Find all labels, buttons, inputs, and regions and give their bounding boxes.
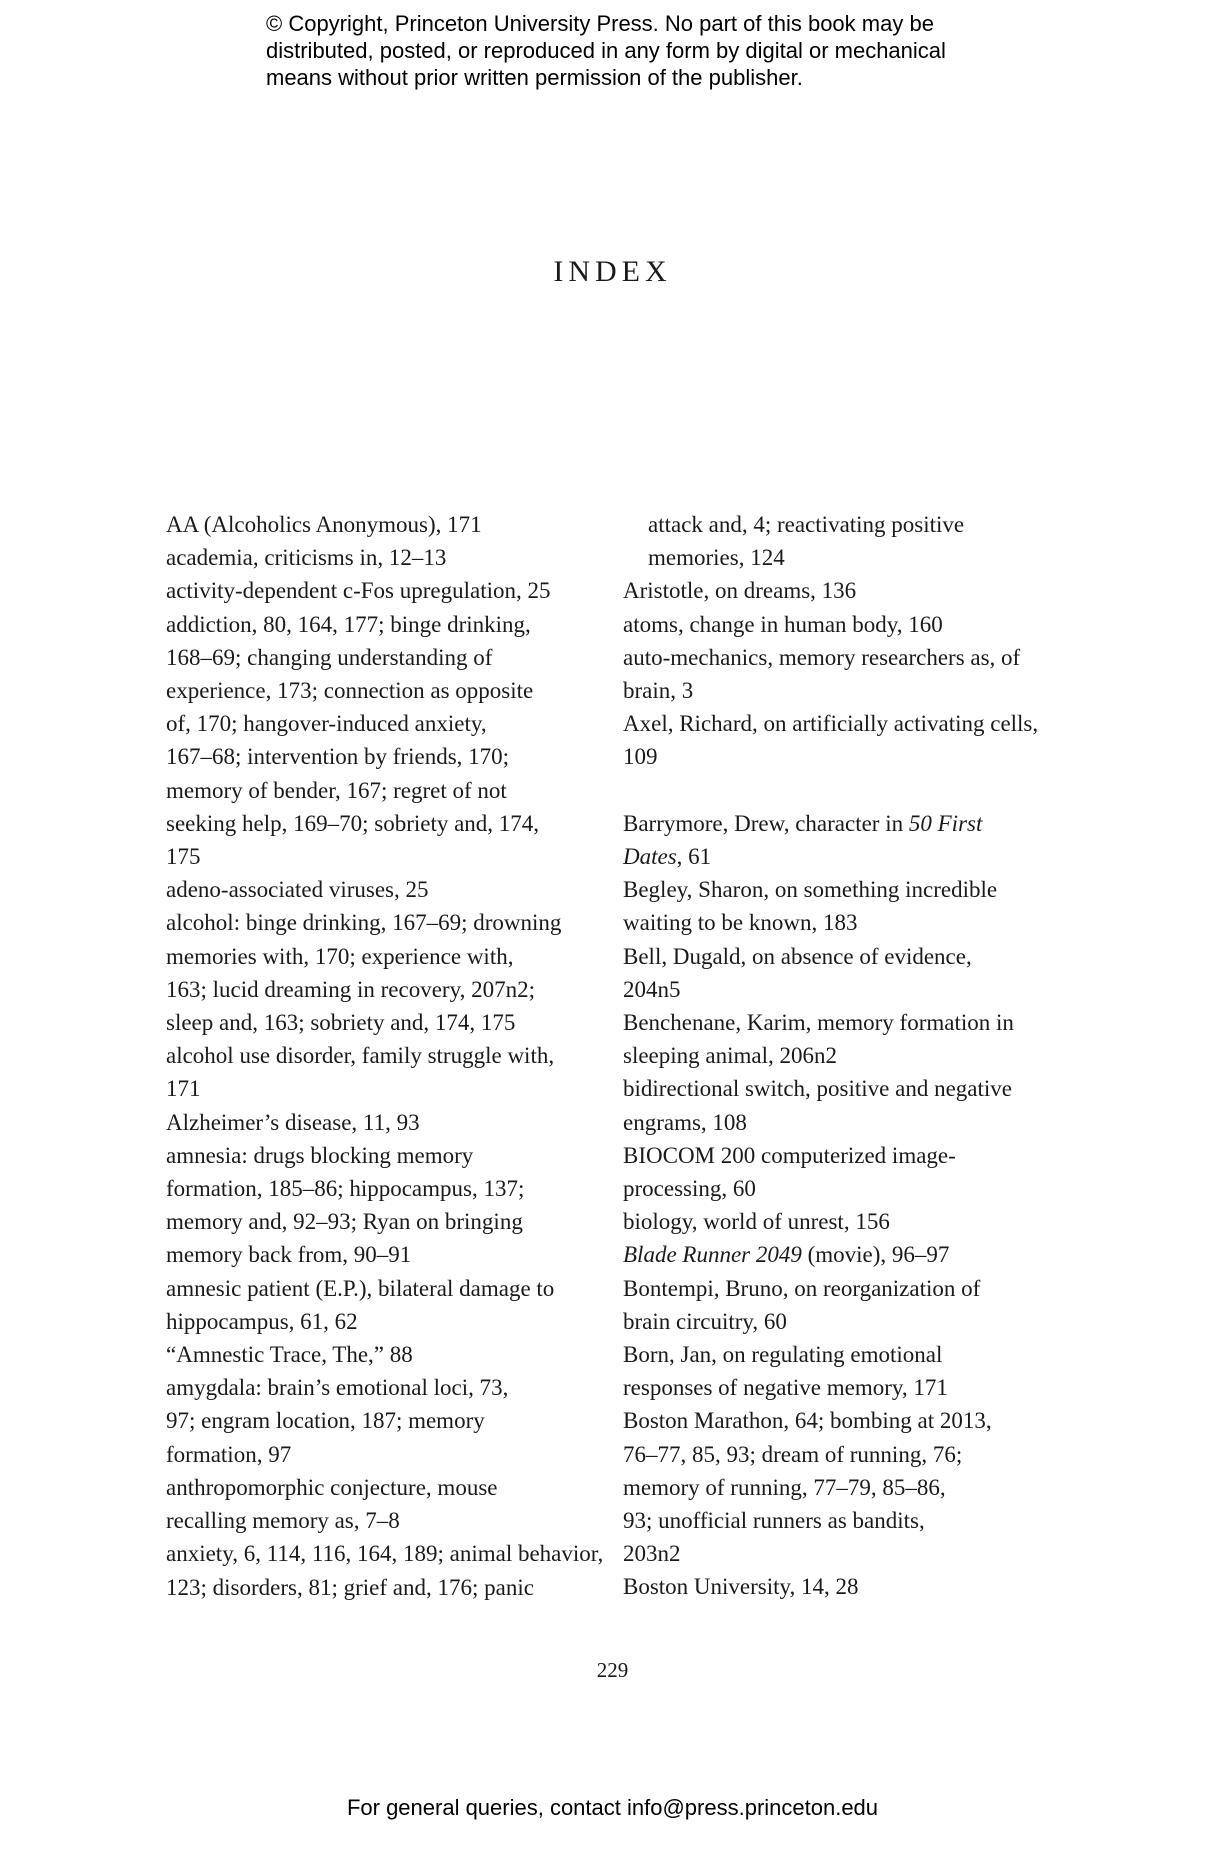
entry-line: addiction, 80, 164, 177; binge drinking, — [166, 611, 531, 637]
entry-line: 204n5 — [623, 976, 681, 1002]
index-entry — [166, 574, 596, 607]
footer-contact: For general queries, contact info@press.princeton.edu — [346, 1795, 879, 1820]
index-entry — [623, 641, 1043, 707]
entry-line: memory of running, 77–79, 85–86, — [623, 1474, 946, 1500]
entry-line: 76–77, 85, 93; dream of running, 76; — [623, 1441, 963, 1467]
index-entry — [623, 707, 1043, 773]
index-entry — [166, 1139, 596, 1272]
entry-line: processing, 60 — [623, 1176, 756, 1202]
entry-line: academia, criticisms in, 12–13 — [166, 545, 447, 571]
entry-line: BIOCOM 200 computerized image- — [623, 1142, 956, 1168]
index-entries-a — [623, 574, 1043, 773]
entry-line: “Amnestic Trace, The,” 88 — [166, 1342, 413, 1368]
index-entry — [623, 1338, 1043, 1404]
entry-line: activity-dependent c-Fos upregulation, 25 — [166, 578, 551, 604]
entry-line: biology, world of unrest, 156 — [623, 1209, 890, 1235]
entry-italic-title: Dates — [623, 844, 677, 870]
entry-line: anxiety, 6, 114, 116, 164, 189; animal behavior, — [166, 1541, 604, 1567]
entry-text: Barrymore, Drew, character in — [623, 810, 909, 836]
entry-line: seeking help, 169–70; sobriety and, 174, — [166, 810, 540, 836]
index-entry — [166, 1272, 596, 1338]
index-entry — [166, 873, 596, 906]
entry-line: sleep and, 163; sobriety and, 174, 175 — [166, 1010, 516, 1036]
entry-line: amnesia: drugs blocking memory — [166, 1142, 474, 1168]
entry-line: memory and, 92–93; Ryan on bringing — [166, 1209, 523, 1235]
index-entry-continuation — [623, 508, 1043, 574]
entry-line: waiting to be known, 183 — [623, 910, 858, 936]
index-entry — [623, 1205, 1043, 1238]
index-entries-c — [623, 1272, 1043, 1604]
entry-line: anthropomorphic conjecture, mouse — [166, 1474, 498, 1500]
index-entry — [623, 1072, 1043, 1138]
index-entry — [623, 574, 1043, 607]
index-column-right — [623, 508, 1043, 1604]
letter-section-gap — [623, 774, 1043, 807]
entry-line: Begley, Sharon, on something incredible — [623, 877, 998, 903]
index-entry — [166, 1371, 596, 1471]
entry-italic-title: 50 First — [908, 810, 983, 836]
copyright-line: distributed, posted, or reproduced in any form by digital or mechanical — [266, 38, 946, 63]
copyright-line: means without prior written permission of the publisher. — [266, 65, 803, 90]
entry-line: 171 — [166, 1076, 201, 1102]
entry-line: 167–68; intervention by friends, 170; — [166, 744, 510, 770]
entry-line: amnesic patient (E.P.), bilateral damage to — [166, 1275, 555, 1301]
entry-line: Boston University, 14, 28 — [623, 1574, 859, 1600]
entry-line: amygdala: brain’s emotional loci, 73, — [166, 1375, 509, 1401]
entry-line: responses of negative memory, 171 — [623, 1375, 948, 1401]
index-column-left — [166, 508, 604, 1604]
entry-line: atoms, change in human body, 160 — [623, 611, 943, 637]
index-entries-b — [623, 873, 1043, 1238]
entry-line: AA (Alcoholics Anonymous), 171 — [166, 512, 482, 537]
entry-line: 168–69; changing understanding of — [166, 644, 493, 670]
index-entry — [166, 1106, 596, 1139]
entry-line: bidirectional switch, positive and negative — [623, 1076, 1012, 1102]
entry-line: experience, 173; connection as opposite — [166, 678, 534, 704]
index-entry — [623, 1238, 1043, 1271]
entry-line: Aristotle, on dreams, 136 — [623, 578, 857, 604]
entry-line: alcohol use disorder, family struggle with, — [166, 1043, 555, 1069]
entry-line: Bontempi, Bruno, on reorganization of — [623, 1275, 981, 1301]
entry-line: 123; disorders, 81; grief and, 176; panic — [166, 1574, 534, 1600]
entry-line: attack and, 4; reactivating positive — [648, 512, 965, 537]
page-number: 229 — [596, 1658, 629, 1682]
index-entry — [623, 1006, 1043, 1072]
entry-line: 97; engram location, 187; memory — [166, 1408, 485, 1434]
entry-line: adeno-associated viruses, 25 — [166, 877, 429, 903]
entry-line: brain, 3 — [623, 678, 694, 704]
copyright-line: © Copyright, Princeton University Press. No part of this book may be — [266, 11, 934, 36]
entry-line: 203n2 — [623, 1541, 681, 1567]
index-entry — [166, 508, 596, 541]
index-entry — [166, 1039, 596, 1105]
index-entry — [623, 1570, 1043, 1603]
entry-line: 163; lucid dreaming in recovery, 207n2; — [166, 976, 535, 1002]
index-entry — [623, 1139, 1043, 1205]
entry-line: hippocampus, 61, 62 — [166, 1308, 358, 1334]
index-entry — [166, 1537, 604, 1603]
entry-line: Benchenane, Karim, memory formation in — [623, 1010, 1014, 1036]
entry-italic-title: Blade Runner 2049 — [623, 1242, 802, 1268]
index-entry — [623, 1272, 1043, 1338]
index-entry — [623, 1404, 1043, 1570]
page-title: INDEX — [553, 255, 672, 288]
index-entry — [166, 906, 596, 1039]
entry-text: (movie), 96–97 — [801, 1242, 950, 1268]
copyright-notice — [266, 10, 1026, 91]
entry-line: 93; unofficial runners as bandits, — [623, 1508, 925, 1534]
entry-line: recalling memory as, 7–8 — [166, 1508, 400, 1534]
entry-line: Axel, Richard, on artificially activating cells, — [623, 711, 1039, 737]
entry-line: brain circuitry, 60 — [623, 1308, 787, 1334]
entry-line: of, 170; hangover-induced anxiety, — [166, 711, 487, 737]
entry-line: engrams, 108 — [623, 1109, 747, 1135]
entry-line: Boston Marathon, 64; bombing at 2013, — [623, 1408, 992, 1434]
entry-line: auto-mechanics, memory researchers as, of — [623, 644, 1021, 670]
index-entry — [623, 608, 1043, 641]
entry-text: , 61 — [676, 844, 712, 870]
entry-line: memories, 124 — [648, 545, 785, 571]
entry-line: memories with, 170; experience with, — [166, 943, 514, 969]
index-entry — [166, 1338, 596, 1371]
entry-line: memory back from, 90–91 — [166, 1242, 412, 1268]
entry-line: 109 — [623, 744, 658, 770]
index-entry — [623, 807, 1043, 873]
entry-line: Alzheimer’s disease, 11, 93 — [166, 1109, 420, 1135]
entry-line: Bell, Dugald, on absence of evidence, — [623, 943, 972, 969]
index-entry — [166, 608, 596, 874]
entry-line: formation, 185–86; hippocampus, 137; — [166, 1176, 525, 1202]
index-entry — [623, 873, 1043, 939]
entry-line: 175 — [166, 844, 201, 870]
index-entry — [166, 1471, 596, 1537]
entry-line: sleeping animal, 206n2 — [623, 1043, 837, 1069]
index-entry — [166, 541, 596, 574]
entry-line: Born, Jan, on regulating emotional — [623, 1342, 943, 1368]
entry-line: memory of bender, 167; regret of not — [166, 777, 507, 803]
index-entry — [623, 940, 1043, 1006]
entry-line: alcohol: binge drinking, 167–69; drowning — [166, 910, 562, 936]
entry-line: formation, 97 — [166, 1441, 292, 1467]
